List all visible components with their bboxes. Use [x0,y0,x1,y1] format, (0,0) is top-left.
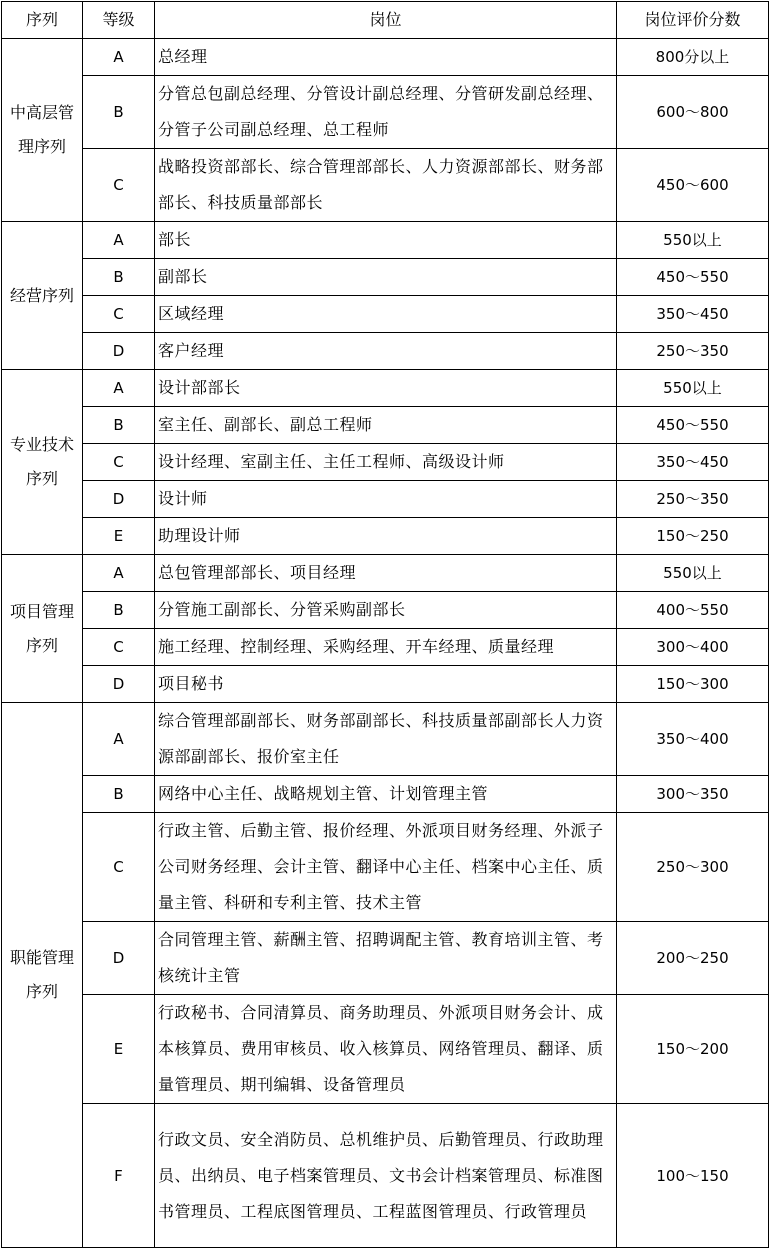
grade-cell: D [83,666,155,703]
position-cell: 设计部部长 [155,370,617,407]
grade-cell: A [83,555,155,592]
score-cell: 250～300 [617,813,769,922]
position-cell: 分管施工副部长、分管采购副部长 [155,592,617,629]
position-cell: 总包管理部部长、项目经理 [155,555,617,592]
score-cell: 600～800 [617,76,769,149]
score-cell: 450～550 [617,259,769,296]
score-cell: 150～200 [617,995,769,1104]
grade-cell: A [83,222,155,259]
table-row [2,333,769,370]
table-row [2,370,769,407]
grade-cell: A [83,39,155,76]
position-cell: 总经理 [155,39,617,76]
grade-cell: C [83,149,155,222]
table-row [2,518,769,555]
grade-cell: D [83,481,155,518]
grade-cell: A [83,703,155,776]
score-cell: 450～600 [617,149,769,222]
position-cell: 分管总包副总经理、分管设计副总经理、分管研发副总经理、分管子公司副总经理、总工程师 [155,76,617,149]
position-cell: 设计经理、室副主任、主任工程师、高级设计师 [155,444,617,481]
position-cell: 行政秘书、合同清算员、商务助理员、外派项目财务会计、成本核算员、费用审核员、收入核算员、网络管理员、翻译、质量管理员、期刊编辑、设备管理员 [155,995,617,1104]
grade-cell: E [83,518,155,555]
position-cell: 战略投资部部长、综合管理部部长、人力资源部部长、财务部部长、科技质量部部长 [155,149,617,222]
score-cell: 800分以上 [617,39,769,76]
grade-cell: D [83,922,155,995]
series-cell: 职能管理序列 [2,703,83,1248]
table-body [2,39,769,1248]
score-cell: 550以上 [617,555,769,592]
score-cell: 300～400 [617,629,769,666]
table-row [2,222,769,259]
table-row [2,995,769,1104]
position-cell: 区域经理 [155,296,617,333]
grade-cell: B [83,776,155,813]
position-cell: 客户经理 [155,333,617,370]
grade-cell: D [83,333,155,370]
series-cell: 专业技术序列 [2,370,83,555]
table-row [2,39,769,76]
position-cell: 行政文员、安全消防员、总机维护员、后勤管理员、行政助理员、出纳员、电子档案管理员、文书会计档案管理员、标准图书管理员、工程底图管理员、工程蓝图管理员、行政管理员 [155,1104,617,1248]
grade-cell: A [83,370,155,407]
score-cell: 400～550 [617,592,769,629]
grade-cell: C [83,813,155,922]
score-cell: 550以上 [617,370,769,407]
header-grade: 等级 [83,2,155,39]
table-row [2,149,769,222]
score-cell: 350～450 [617,444,769,481]
table-row [2,481,769,518]
score-cell: 300～350 [617,776,769,813]
position-cell: 施工经理、控制经理、采购经理、开车经理、质量经理 [155,629,617,666]
position-cell: 设计师 [155,481,617,518]
grade-cell: C [83,296,155,333]
grade-cell: F [83,1104,155,1248]
score-cell: 550以上 [617,222,769,259]
position-cell: 部长 [155,222,617,259]
table-row [2,259,769,296]
position-cell: 合同管理主管、薪酬主管、招聘调配主管、教育培训主管、考核统计主管 [155,922,617,995]
grade-cell: B [83,76,155,149]
position-cell: 行政主管、后勤主管、报价经理、外派项目财务经理、外派子公司财务经理、会计主管、翻译中心主任、档案中心主任、质量主管、科研和专利主管、技术主管 [155,813,617,922]
score-cell: 150～300 [617,666,769,703]
series-cell: 经营序列 [2,222,83,370]
header-score: 岗位评价分数 [617,2,769,39]
grade-cell: C [83,629,155,666]
table-row [2,555,769,592]
grade-cell: C [83,444,155,481]
position-cell: 综合管理部副部长、财务部副部长、科技质量部副部长人力资源部副部长、报价室主任 [155,703,617,776]
table-row [2,666,769,703]
score-cell: 350～450 [617,296,769,333]
table-row [2,407,769,444]
score-cell: 150～250 [617,518,769,555]
position-cell: 项目秘书 [155,666,617,703]
grade-cell: B [83,259,155,296]
table-row [2,776,769,813]
series-cell: 中高层管理序列 [2,39,83,222]
grade-cell: E [83,995,155,1104]
table-row [2,703,769,776]
score-cell: 450～550 [617,407,769,444]
table-row [2,444,769,481]
score-cell: 100～150 [617,1104,769,1248]
header-row [2,2,769,39]
table-row [2,592,769,629]
score-cell: 350～400 [617,703,769,776]
score-cell: 200～250 [617,922,769,995]
position-cell: 副部长 [155,259,617,296]
series-cell: 项目管理序列 [2,555,83,703]
score-cell: 250～350 [617,481,769,518]
header-series: 序列 [2,2,83,39]
position-cell: 室主任、副部长、副总工程师 [155,407,617,444]
table-row [2,76,769,149]
position-cell: 助理设计师 [155,518,617,555]
position-evaluation-table [1,1,769,1248]
header-position: 岗位 [155,2,617,39]
position-cell: 网络中心主任、战略规划主管、计划管理主管 [155,776,617,813]
table-row [2,629,769,666]
table-row [2,922,769,995]
table-row [2,296,769,333]
grade-cell: B [83,407,155,444]
grade-cell: B [83,592,155,629]
score-cell: 250～350 [617,333,769,370]
table-row [2,813,769,922]
